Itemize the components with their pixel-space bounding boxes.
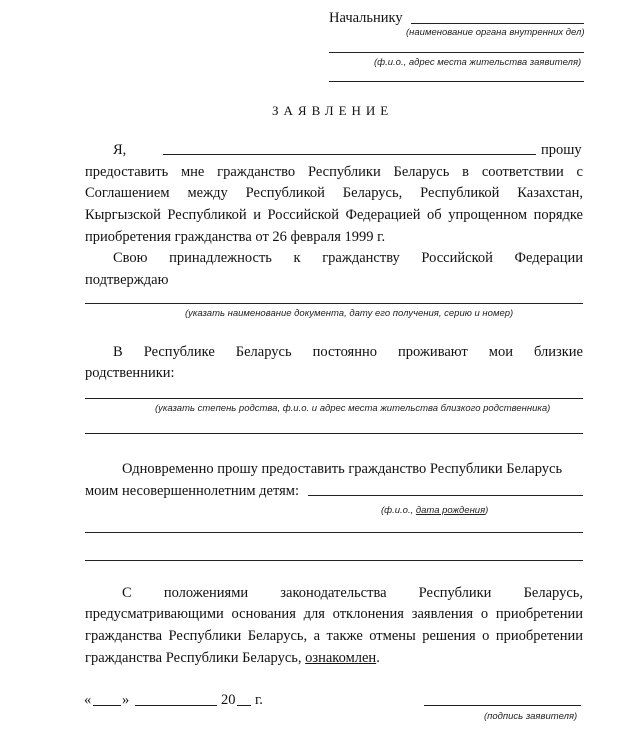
ack-line-4a: гражданства Республики Беларусь,	[85, 650, 306, 666]
ack-line-1: С положениями законодательства Республики Беларусь,	[122, 585, 583, 601]
ack-line-4c: .	[376, 650, 380, 666]
chief-label: Начальнику	[329, 10, 403, 26]
signature-line[interactable]	[424, 705, 581, 706]
ack-line-3: гражданства Республики Беларусь, а также отмены решения о приобретении	[85, 628, 583, 644]
applicant-line-1[interactable]	[329, 52, 584, 53]
document-title: ЗАЯВЛЕНИЕ	[272, 103, 394, 118]
ack-line-2: предусматривающими основания для отклонения заявления о приобретении	[85, 606, 583, 622]
confirm-line-1: Свою принадлежность к гражданству Российской Федерации	[113, 250, 583, 266]
confirm-line-2: подтверждаю	[85, 272, 169, 288]
children-hint-b: дата рождения	[415, 505, 486, 516]
children-line-a[interactable]	[308, 495, 583, 496]
intro-line-2: предоставить мне гражданство Республики Беларусь в соответствии с	[85, 164, 583, 180]
relatives-line-1: В Республике Беларусь постоянно проживают мои близкие	[113, 344, 583, 360]
ack-line-4b: ознакомлен	[305, 650, 377, 666]
intro-line-5: приобретения гражданства от 26 февраля 1999 г.	[85, 229, 386, 245]
children-hint-c: )	[485, 505, 489, 516]
document-line[interactable]	[85, 303, 583, 304]
children-hint	[381, 505, 488, 516]
intro-proshu: прошу	[541, 142, 582, 158]
date-month-line[interactable]	[135, 705, 217, 706]
date-close-quote: »	[122, 692, 130, 708]
relatives-line-b[interactable]	[85, 433, 583, 434]
date-day-line[interactable]	[93, 705, 121, 706]
date-year-prefix: 20	[221, 692, 236, 708]
children-line-b[interactable]	[85, 532, 583, 533]
children-line-c[interactable]	[85, 560, 583, 561]
children-line-1: Одновременно прошу предоставить гражданство Республики Беларусь	[122, 461, 563, 477]
intro-line-4: Кыргызской Республикой и Российской Федерацией об упрощенном порядке	[85, 207, 583, 223]
children-line-2: моим несовершеннолетним детям:	[85, 483, 300, 499]
chief-hint: (наименование органа внутренних дел)	[406, 27, 585, 38]
children-hint-a: (ф.и.о.,	[381, 505, 416, 516]
intro-line-3: Соглашением между Республикой Беларусь, Республикой Казахстан,	[85, 185, 583, 201]
name-line[interactable]	[163, 154, 536, 155]
document-hint: (указать наименование документа, дату его получения, серию и номер)	[185, 308, 514, 319]
relatives-line-a[interactable]	[85, 398, 583, 399]
relatives-line-2: родственники:	[85, 365, 175, 381]
date-year-suffix: г.	[255, 692, 263, 708]
date-open-quote: «	[84, 692, 92, 708]
ack-line-4	[85, 649, 380, 667]
intro-ya: Я,	[113, 142, 127, 158]
signature-hint: (подпись заявителя)	[484, 711, 578, 722]
date-year-line[interactable]	[237, 705, 251, 706]
chief-line[interactable]	[411, 23, 584, 24]
relatives-hint: (указать степень родства, ф.и.о. и адрес места жительства близкого родственника)	[155, 403, 551, 414]
applicant-line-2[interactable]	[329, 81, 584, 82]
applicant-hint: (ф.и.о., адрес места жительства заявителя)	[374, 57, 582, 68]
